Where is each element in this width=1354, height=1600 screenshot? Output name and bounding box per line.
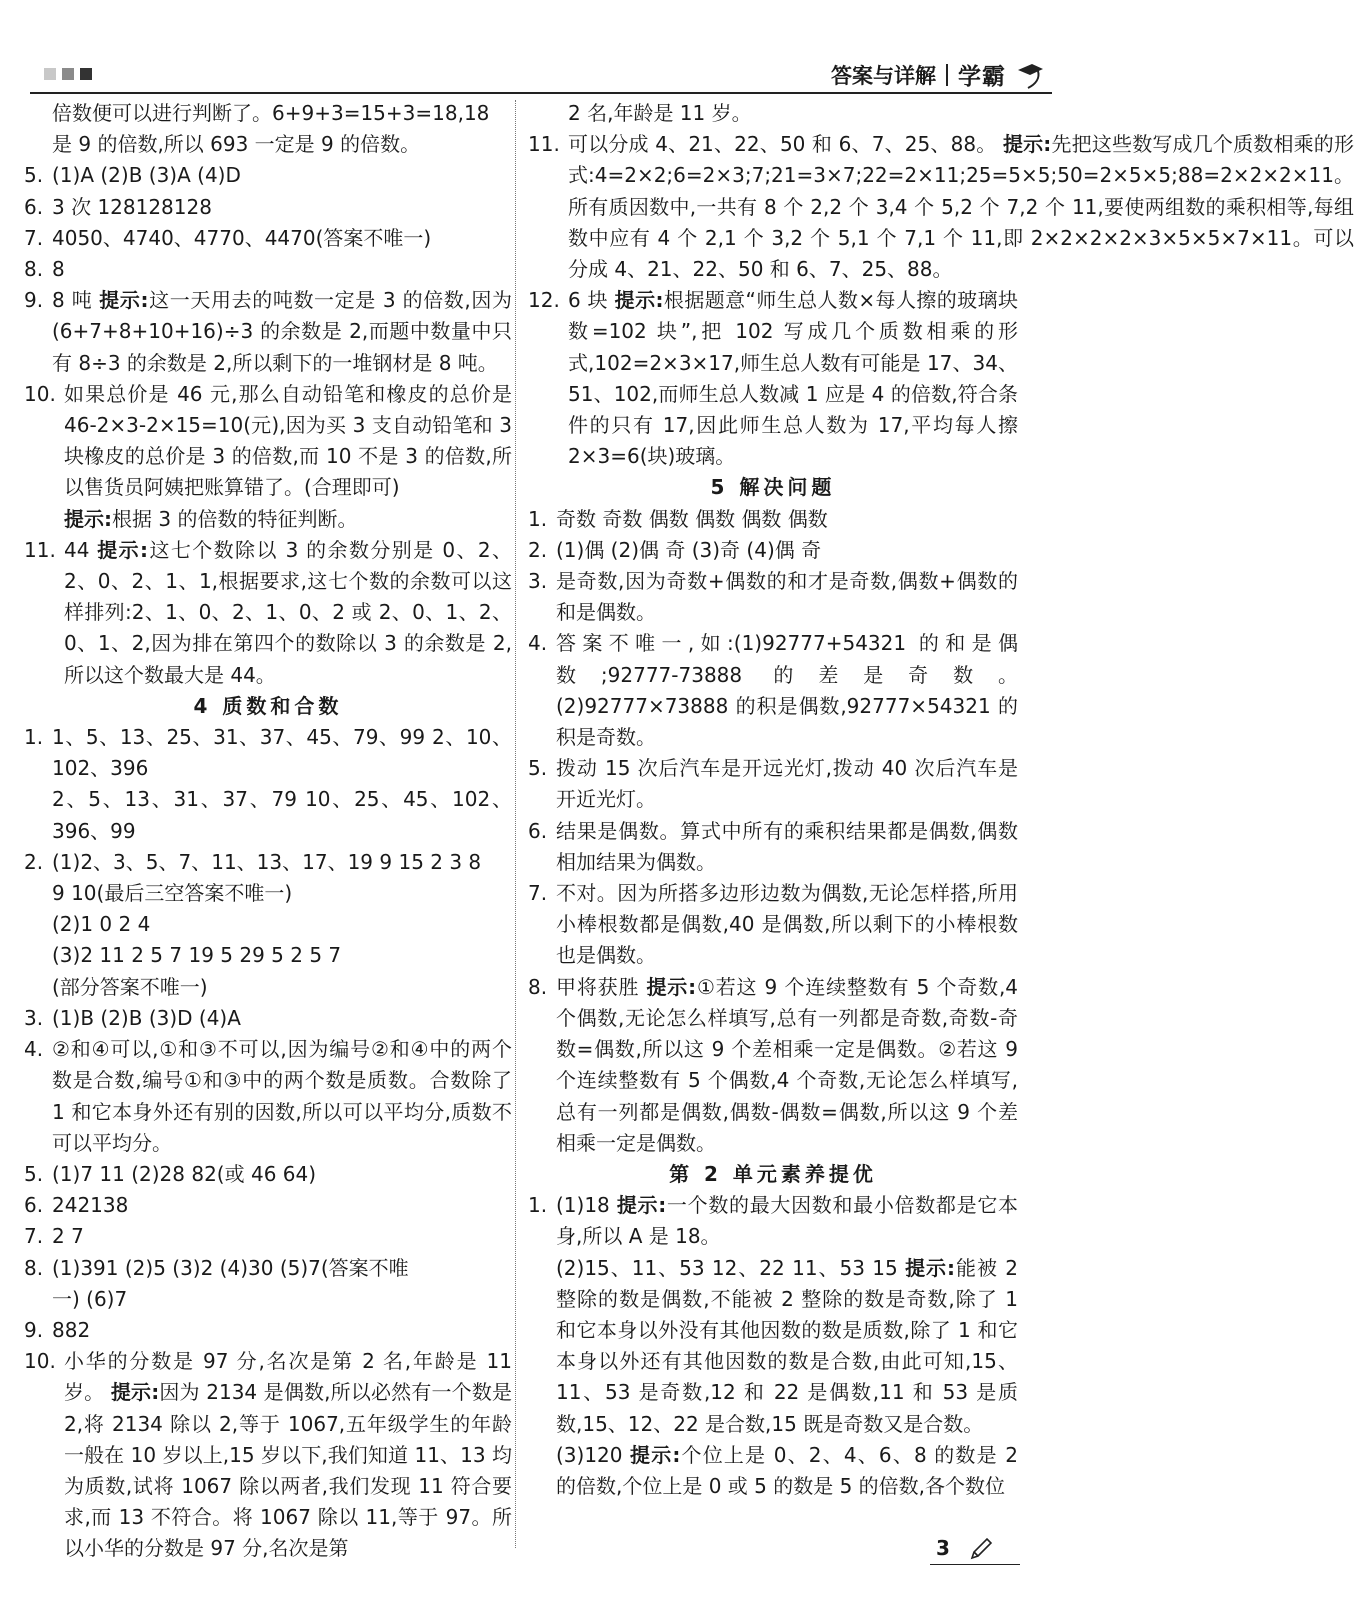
cont-line-1: 倍数便可以进行判断了。6+9+3=15+3=18,18 [52,101,490,125]
answer-item-11-right: 11. 可以分成 4、21、22、50 和 6、7、25、88。 提示:先把这些数写成几个质数相乘的形式:4=2×2;6=2×3;7;21=3×7;22=2×11;25=5×5;50=2×5×5;88=2×2×2×11。所有质因数中,一共有 8 个 2,2 个 3,4 个 5,2 个 7,2 个 11,要使两组数的乘积相等,每组数中应有 4 个 2,1 个 3,2 个 5,1 个 7,1 个 11,即 2×2×2×2×3×5×5×7×11。可以分成 4、21、22、50 和 6、7、25、88。 [528,132,1354,282]
answer-item-11: 11. 44 提示:这七个数除以 3 的余数分别是 0、2、2、0、2、1、1,根据要求,这七个数的余数可以这样排列:2、1、0、2、1、0、2 或 2、0、1、2、0、1、2,因为排在第四个的数除以 3 的余数是 2,所以这个数最大是 44。 [24,537,512,687]
s5-item: 7. 不对。因为所搭多边形边数为偶数,无论怎样搭,所用小棒根数都是偶数,40 是偶数,所以剩下的小棒根数也是偶数。 [528,881,1018,968]
header-square-mid [62,68,74,80]
header-squares [44,68,92,80]
s4-item-1: 1. 1、5、13、25、31、37、45、79、99 2、10、102、396 2、5、13、31、37、79 10、25、45、102、396、99 [24,725,512,843]
unit2-part-1: (1)18 提示:一个数的最大因数和最小倍数都是它本身,所以 A 是 18。 [556,1193,1019,1249]
s4-item-10: 10. 小华的分数是 97 分,名次是第 2 名,年龄是 11 岁。 提示:因为 2134 是偶数,所以必然有一个数是 2,将 2134 除以 2,等于 1067,五年级学生的年龄一般在 10 岁以上,15 岁以下,我们知道 11、13 均为质数,试将 1067 除以两者,我们发现 11 符合要求,而 13 不符合。将 1067 除以 11,等于 97。所以小华的分数是 97 分,名次是第 [24,1349,513,1561]
header-right [831,58,1044,91]
header-square-dark [80,68,92,80]
s5-item: 4. 答案不唯一,如:(1)92777+54321 的和是偶数;92777-73888 的差是奇数。 (2)92777×73888 的积是偶数,92777×54321 的积是奇数。 [528,631,1018,750]
s5-item: 3. 是奇数,因为奇数+偶数的和才是奇数,偶数+偶数的和是偶数。 [528,569,1018,625]
s4-item-7: 7. 2 7 [24,1224,84,1249]
s4-item-2: 2. (1)2、3、5、7、11、13、17、19 9 15 2 3 8 9 10(最后三空答案不唯一) (2)1 0 2 4 (3)2 11 2 5 7 19 5 29 5 2 5 7 (部分答案不唯一) [24,849,482,999]
s4-item-4: 4. ②和④可以,①和③不可以,因为编号②和④中的两个数是合数,编号①和③中的两个数是质数。合数除了 1 和它本身外还有别的因数,所以可以平均分,质数不可以平均分。 [24,1037,512,1155]
hint-label: 提示: [614,288,664,313]
answer-item-12: 12. 6 块 提示:根据题意“师生总人数×每人擦的玻璃块数=102 块”,把 102 写成几个质数相乘的形式,102=2×3×17,师生总人数有可能是 17、34、51、102,而师生总人数减 1 应是 4 的倍数,符合条件的只有 17,因此师生总人数为 17,平均每人擦 2×3=6(块)玻璃。 [528,288,1018,469]
s5-item: 6. 结果是偶数。算式中所有的乘积结果都是偶数,偶数相加结果为偶数。 [528,818,1018,874]
hint-label: 提示: [905,1255,956,1280]
graduation-cap-icon [1016,60,1044,90]
unit2-part-2: (2)15、11、53 12、22 11、53 15 提示:能被 2 整除的数是偶数,不能被 2 整除的数是奇数,除了 1 和它本身以外没有其他因数的数是质数,除了 1 和它本身以外还有其他因数的数是合数,由此可知,15、11、53 是奇数,12 和 22 是偶数,11 和 53 是质数,15、12、22 是合数,15 既是奇数又是合数。 [556,1255,1018,1436]
section-title-4: 4 质数和合数 [193,693,343,718]
unit2-part-3: (3)120 提示:个位上是 0、2、4、6、8 的数是 2 的倍数,个位上是 0 或 5 的数是 5 的倍数,各个数位 [556,1442,1018,1498]
page-footer [930,1534,1020,1565]
cont-line-right: 2 名,年龄是 11 岁。 [568,101,752,125]
cont-line-2: 是 9 的倍数,所以 693 一定是 9 的倍数。 [52,132,421,157]
unit2-item-1: 1. (1)18 提示:一个数的最大因数和最小倍数都是它本身,所以 A 是 18。 (2)15、11、53 12、22 11、53 15 提示:能被 2 整除的数是偶数,不能被 2 整除的数是奇数,除了 1 和它本身以外没有其他因数的数是质数,除了 1 和它本身以外还有其他因数的数是合数,由此可知,15、11、53 是奇数,12 和 22 是偶数,11 和 53 是质数,15、12、22 是合数,15 既是奇数又是合数。 (3)120 提示:个位上是 0、2、4、6、8 的数是 2 的倍数,个位上是 0 或 5 的数是 5 的倍数,各个数位 [528,1190,1018,1502]
answer-item: 8. 8 [24,257,65,282]
hint-label: 提示: [616,1193,667,1218]
s4-item-5: 5. (1)7 11 (2)28 82(或 46 64) [24,1161,317,1186]
s4-item-8: 8. (1)391 (2)5 (3)2 (4)30 (5)7(答案不唯 一) (6)7 [24,1255,409,1311]
pen-icon [968,1536,994,1562]
header-separator [946,64,948,86]
column-divider [515,100,516,1548]
answer-item: 7. 4050、4740、4770、4470(答案不唯一) [24,225,432,250]
brand-name: 学霸 [958,64,1006,90]
left-column [24,98,512,1565]
answer-item-10: 10. 如果总价是 46 元,那么自动铅笔和橡皮的总价是 46-2×3-2×15=10(元),因为买 3 支自动铅笔和 3 块橡皮的总价是 3 的倍数,而 10 不是 3 的倍数,所以售货员阿姨把账算错了。(合理即可) [24,381,512,500]
s4-item-9: 9. 882 [24,1317,91,1342]
s4-item-6: 6. 242138 [24,1193,129,1218]
s5-item: 5. 拨动 15 次后汽车是开远光灯,拨动 40 次后汽车是开近光灯。 [528,756,1018,812]
s5-item: 2. (1)偶 (2)偶 奇 (3)奇 (4)偶 奇 [528,537,822,562]
section-title-unit2: 第 2 单元素养提优 [669,1161,877,1186]
hint-label: 提示: [64,506,112,531]
hint-label: 提示: [99,288,149,313]
header-title: 答案与详解 [831,63,936,88]
answer-item: 5. (1)A (2)B (3)A (4)D [24,163,241,188]
hint-label: 提示: [630,1442,681,1467]
page-header [30,58,1052,94]
header-square-light [44,68,56,80]
s5-item-8: 8. 甲将获胜 提示:①若这 9 个连续整数有 5 个奇数,4 个偶数,无论怎么样填写,总有一列都是奇数,奇数-奇数=偶数,所以这 9 个差相乘一定是偶数。②若这 9 个连续整数有 5 个偶数,4 个奇数,无论怎么样填写,总有一列都是偶数,偶数-偶数=偶数,所以这 9 个差相乘一定是偶数。 [528,974,1019,1155]
answer-item-9: 9. 8 吨 提示:这一天用去的吨数一定是 3 的倍数,因为(6+7+8+10+16)÷3 的余数是 2,而题中数量中只有 8÷3 的余数是 2,所以剩下的一堆钢材是 8 吨。 [24,288,513,375]
hint-label: 提示: [97,537,149,562]
answer-item-10-hint: 提示:根据 3 的倍数的特征判断。 [64,506,358,531]
s5-item: 1. 奇数 奇数 偶数 偶数 偶数 偶数 [528,506,828,531]
hint-label: 提示: [110,1380,160,1405]
s4-item-3: 3. (1)B (2)B (3)D (4)A [24,1005,241,1030]
right-column [528,98,1354,1502]
hint-label: 提示: [646,974,697,999]
page-number: 3 [936,1536,950,1560]
hint-label: 提示: [1002,132,1052,157]
section-title-5: 5 解决问题 [710,475,836,500]
answer-item: 6. 3 次 128128128 [24,194,212,219]
